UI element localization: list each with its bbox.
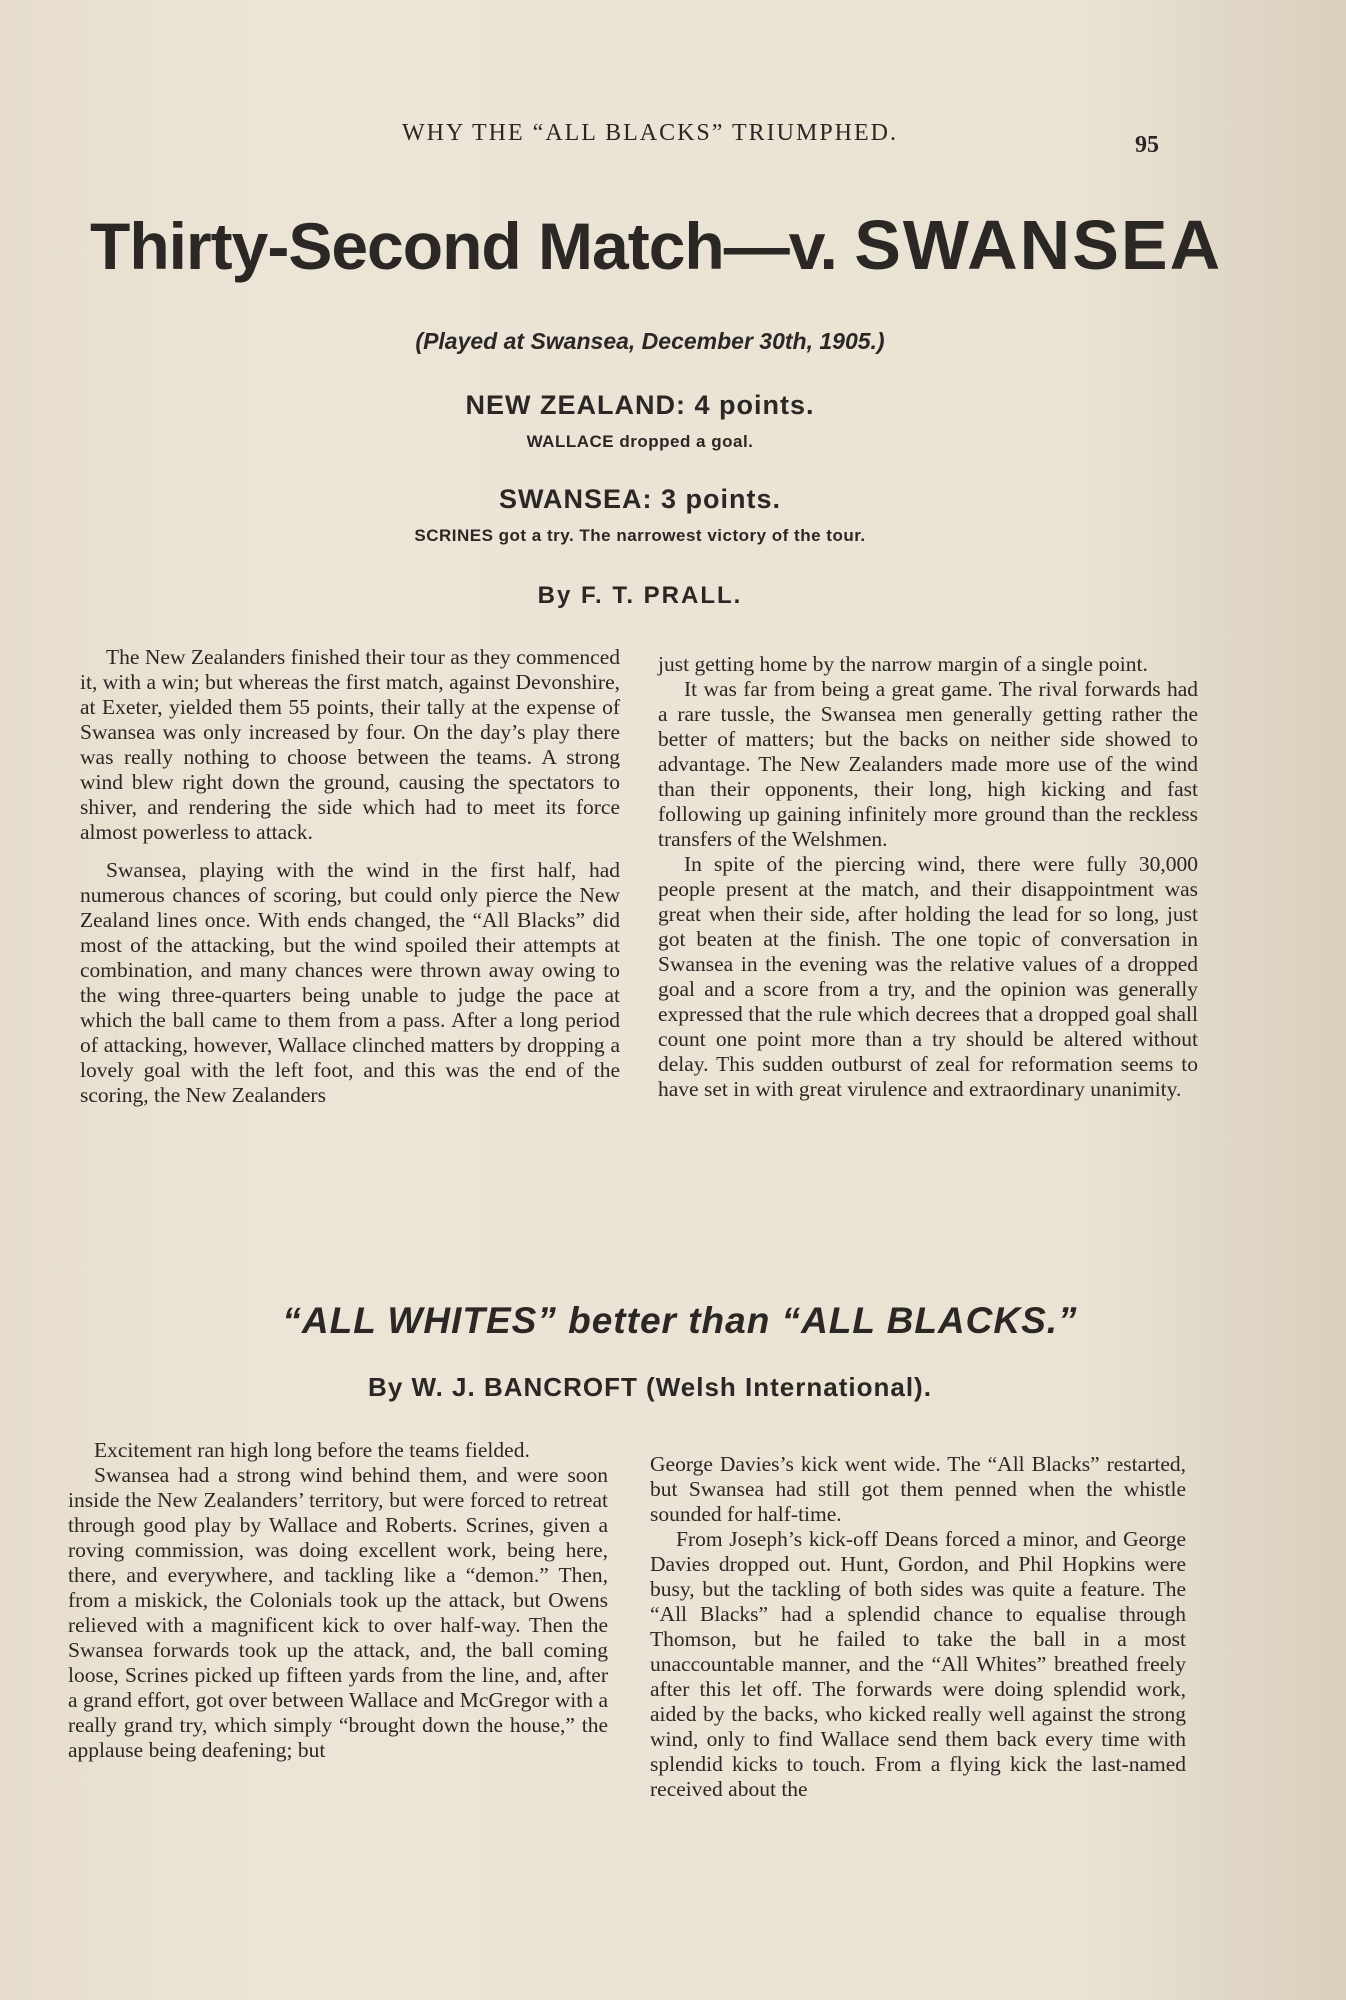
opponent-name: SWANSEA — [854, 206, 1223, 284]
article2-byline: By W. J. BANCROFT (Welsh International). — [368, 1372, 932, 1402]
article2-right-column — [650, 1452, 1186, 1802]
paragraph: From Joseph’s kick-off Deans forced a minor, and George Davies dropped out. Hunt, Gordon, and Phil Hopkins were busy, but the tackling of both sides was quite a feature. The “All Blacks” had a splendid chance to equalise through Thomson, but he failed to take the ball in a most unaccountable manner, and the “All Whites” breathed freely after this let off. The forwards were doing splendid work, aided by the backs, who kicked really well against the strong wind, only to find Wallace send them back every time with splendid kicks to touch. From a flying kick the last-named received about the — [650, 1527, 1186, 1801]
running-head: WHY THE “ALL BLACKS” TRIUMPHED. — [402, 120, 898, 146]
article-title — [90, 205, 1250, 285]
paragraph: Excitement ran high long before the teams fielded. — [94, 1438, 530, 1462]
team1-score: NEW ZEALAND: 4 points. — [465, 390, 815, 420]
paragraph: just getting home by the narrow margin of a single point. — [658, 652, 1148, 676]
team2-scorer: SCRINES got a try. The narrowest victory of the tour. — [414, 526, 866, 545]
paragraph: The New Zealanders finished their tour as they commenced it, with a win; but whereas the first match, against Devonshire, at Exeter, yielded them 55 points, their tally at the expense of Swansea was only increased by four. On the day’s play there was really nothing to choose between the teams. A strong wind blew right down the ground, causing the spectators to shiver, and rendering the side which had to meet its force almost powerless to attack. — [80, 645, 620, 844]
team2-score: SWANSEA: 3 points. — [498, 484, 781, 514]
paragraph: It was far from being a great game. The rival forwards had a rare tussle, the Swansea men generally getting rather the better of matters; but the backs on neither side showed to advantage. The New Zealanders made more use of the wind than their opponents, their long, high kicking and fast following up gaining infinitely more ground than the reckless transfers of the Welshmen. — [658, 677, 1198, 851]
team1-scorer: WALLACE dropped a goal. — [526, 432, 754, 451]
match-venue-date: (Played at Swansea, December 30th, 1905.) — [415, 328, 885, 354]
article2-left-column — [68, 1438, 608, 1763]
page-number: 95 — [1135, 132, 1159, 158]
section-title: “ALL WHITES” better than “ALL BLACKS.” — [282, 1300, 1078, 1341]
article-title-text: Thirty-Second Match—v. — [90, 209, 837, 283]
paragraph: Swansea had a strong wind behind them, and were soon inside the New Zealanders’ territory, but were forced to retreat through good play by Wallace and Roberts. Scrines, given a roving commission, was doing excellent work, being here, there, and everywhere, and tackling like a “demon.” Then, from a miskick, the Colonials took up the attack, but Owens relieved with a magnificent kick to over half-way. Then the Swansea forwards took up the attack, and, the ball coming loose, Scrines picked up fifteen yards from the line, and, after a grand effort, got over between Wallace and McGregor with a really grand try, which simply “brought down the house,” the applause being deafening; but — [68, 1463, 608, 1762]
article1-byline: By F. T. PRALL. — [537, 582, 743, 609]
paragraph: In spite of the piercing wind, there were fully 30,000 people present at the match, and their disappointment was great when their side, after holding the lead for so long, just got beaten at the finish. The one topic of conversation in Swansea in the evening was the relative values of a dropped goal and a score from a try, and the opinion was generally expressed that the rule which decrees that a dropped goal shall count one point more than a try should be altered without delay. This sudden outburst of zeal for reformation seems to have set in with great virulence and extraordinary unanimity. — [658, 852, 1198, 1101]
paragraph: Swansea, playing with the wind in the first half, had numerous chances of scoring, but could only pierce the New Zealand lines once. With ends changed, the “All Blacks” did most of the attacking, but the wind spoiled their attempts at combination, and many chances were thrown away owing to the wing three-quarters being unable to judge the pace at which the ball came to them from a pass. After a long period of attacking, however, Wallace clinched matters by dropping a lovely goal with the left foot, and this was the end of the scoring, the New Zealanders — [80, 858, 620, 1107]
article1-right-column — [658, 652, 1198, 1102]
article1-left-column — [80, 645, 620, 1108]
paragraph: George Davies’s kick went wide. The “All Blacks” restarted, but Swansea had still got them penned when the whistle sounded for half-time. — [650, 1452, 1186, 1526]
